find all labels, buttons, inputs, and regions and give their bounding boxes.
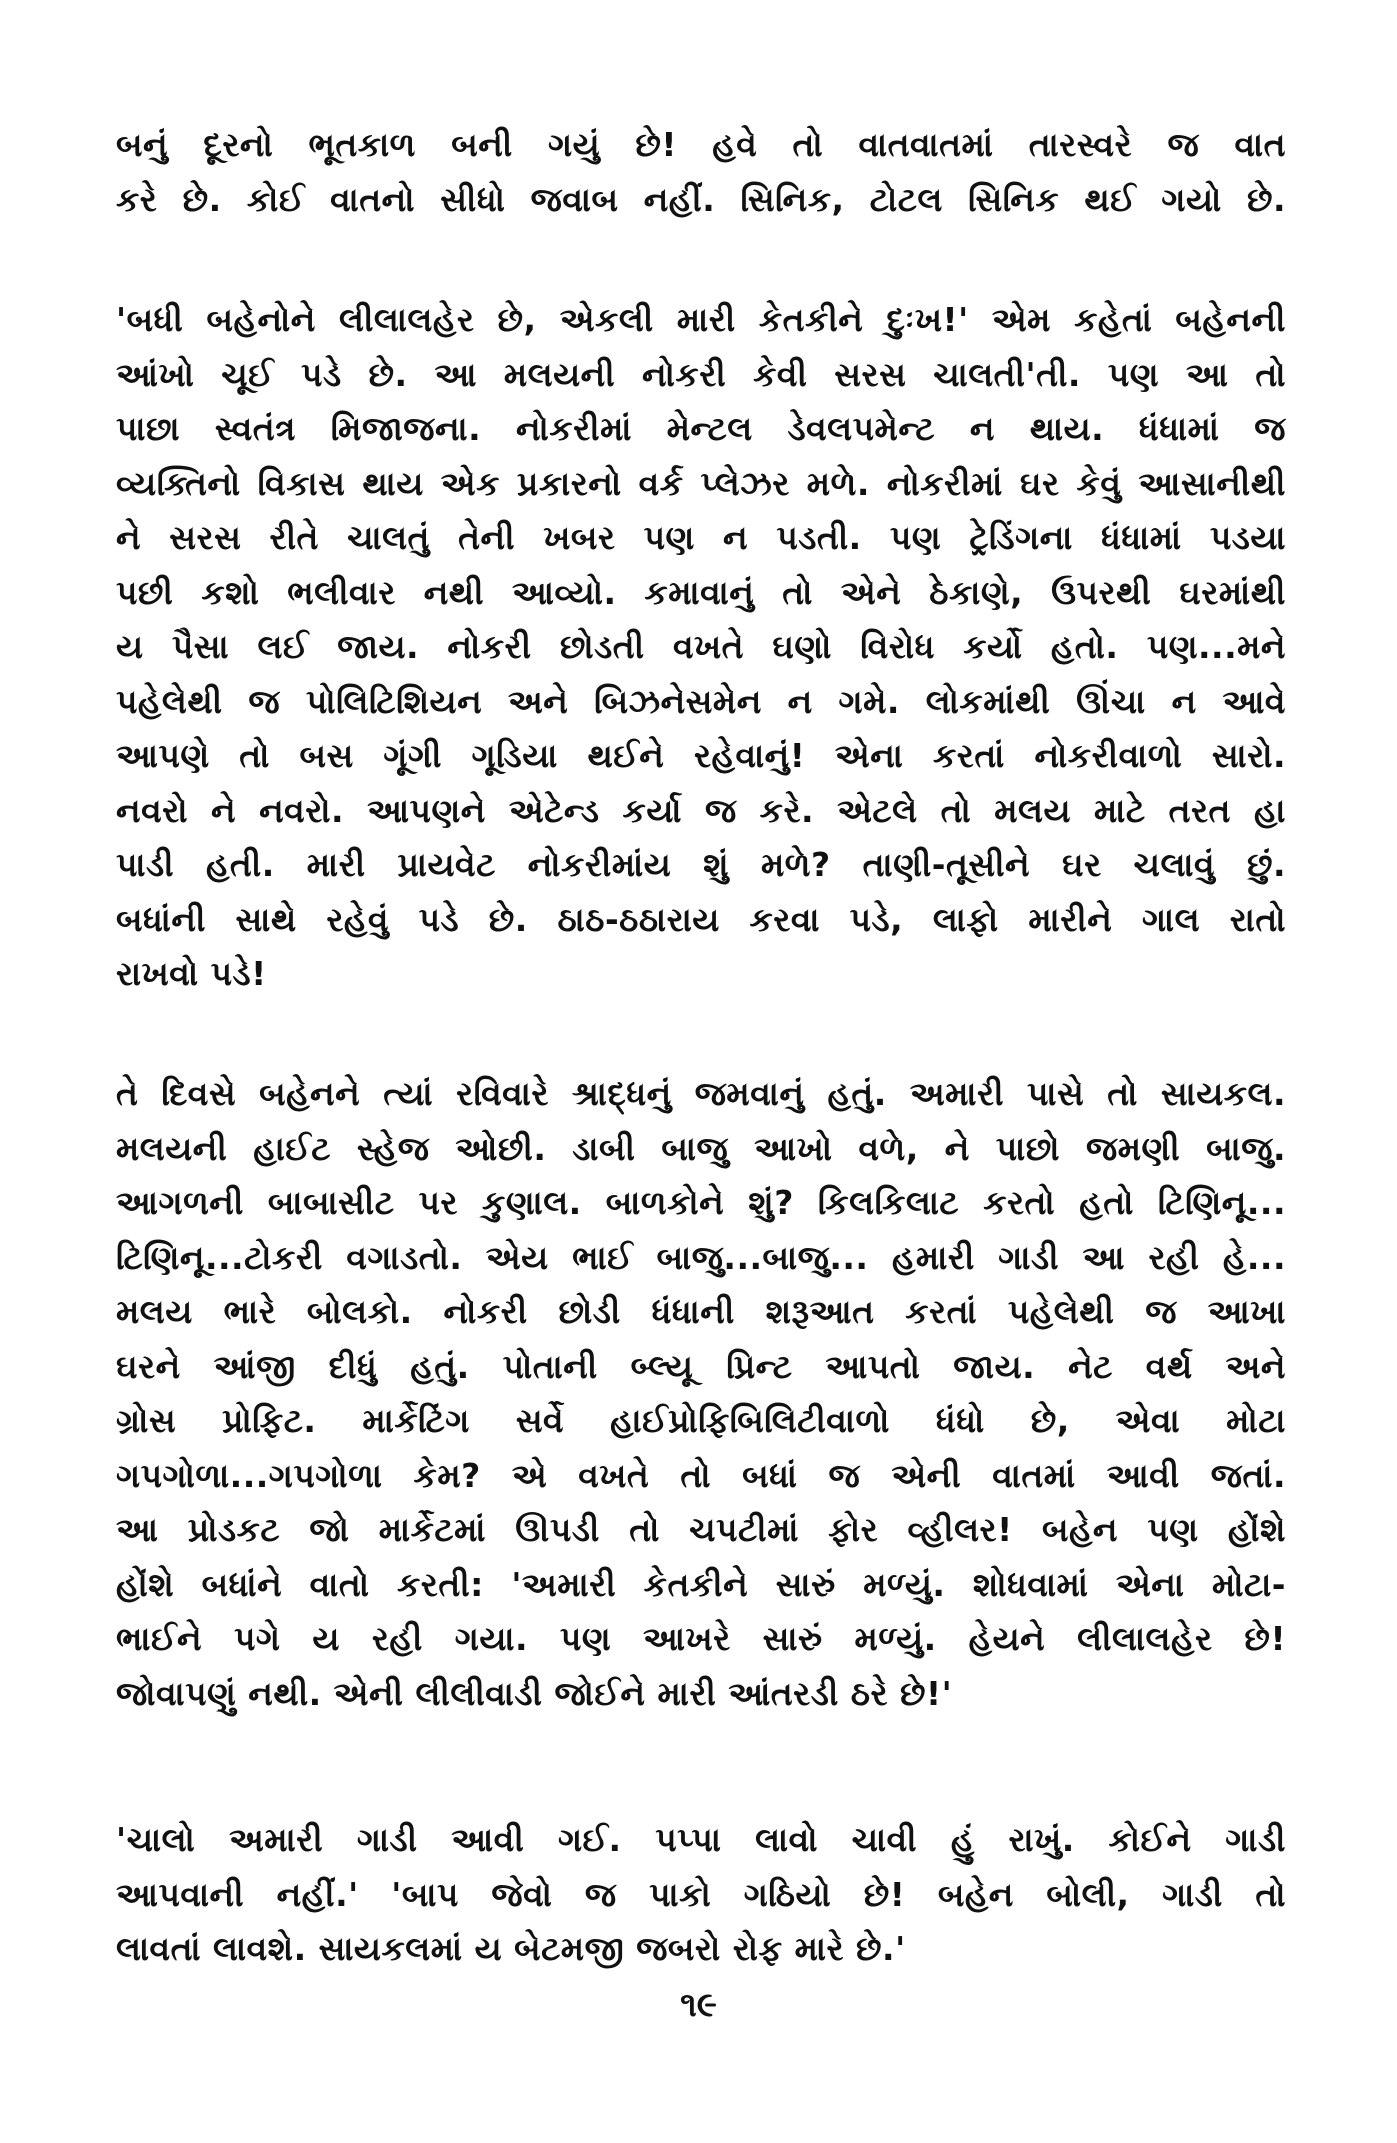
text-line: આપવાની નહીં.' 'બાપ જેવો જ પાકો ગઠિયો છે! બહેન બોલી, ગાડી તો [116,1874,1286,1914]
text-line: ટિણિનૂ...ટોકરી વગાડતો. એય ભાઈ બાજુ...બાજુ... હમારી ગાડી આ રહી હે... [116,1237,1286,1277]
text-line: પાડી હતી. મારી પ્રાયવેટ નોકરીમાંય શું મળે? તાણી-તૂસીને ઘર ચલાવું છું. [116,845,1286,884]
text-line: પછી કશો ભલીવાર નથી આવ્યો. કમાવાનું તો એને ઠેકાણે, ઉપરથી ઘરમાંથી [116,572,1286,612]
text-line: ગ્રોસ પ્રોફિટ. માર્કેટિંગ સર્વે હાઈપ્રોફિબિલિટીવાળો ધંધો છે, એવા મોટા [116,1401,1286,1440]
text-line: જોવાપણું નથી. એની લીલીવાડી જોઈને મારી આંતરડી ઠરે છે!' [116,1673,953,1713]
text-line: 'બધી બહેનોને લીલાલહેર છે, એકલી મારી કેતકીને દુઃખ!' એમ કહેતાં બહેનની [116,300,1286,339]
page-number: ૧૯ [680,1985,717,2025]
text-line: આગળની બાબાસીટ પર કુણાલ. બાળકોને શું? કિલકિલાટ કરતો હતો ટિણિનૂ... [116,1183,1286,1222]
text-line: રાખવો પડે! [116,954,267,993]
text-line: તે દિવસે બહેનને ત્યાં રવિવારે શ્રાદ્ધનું જમવાનું હતું. અમારી પાસે તો સાયકલ. [116,1074,1286,1113]
text-line: ગપગોળા...ગપગોળા કેમ? એ વખતે તો બધાં જ એની વાતમાં આવી જતાં. [116,1455,1286,1495]
text-line: ઘરને આંજી દીધું હતું. પોતાની બ્લ્યૂ પ્રિન્ટ આપતો જાય. નેટ વર્થ અને [116,1346,1286,1386]
text-line: આપણે તો બસ ગૂંગી ગૂડિયા થઈને રહેવાનું! એના કરતાં નોકરીવાળો સારો. [116,736,1286,775]
text-line: ય પૈસા લઈ જાય. નોકરી છોડતી વખતે ઘણો વિરોધ કર્યો હતો. પણ...મને [116,627,1286,666]
paragraph-1 [116,118,1286,227]
paragraph-2 [116,293,1286,1002]
text-line: પાછા સ્વતંત્ર મિજાજના. નોકરીમાં મેન્ટલ ડેવલપમેન્ટ ન થાય. ધંધામાં જ [116,409,1286,448]
paragraph-3 [116,1067,1286,1721]
paragraph-4 [116,1813,1286,1977]
text-line: કરે છે. કોઈ વાતનો સીધો જવાબ નહીં. સિનિક, ટોટલ સિનિક થઈ ગયો છે. [116,179,1286,219]
text-line: નવરો ને નવરો. આપણને એટેન્ડ કર્યા જ કરે. એટલે તો મલય માટે તરત હા [116,790,1286,830]
text-line: પહેલેથી જ પોલિટિશિયન અને બિઝનેસમેન ન ગમે. લોકમાંથી ઊંચા ન આવે [116,681,1286,721]
text-line: 'ચાલો અમારી ગાડી આવી ગઈ. પપ્પા લાવો ચાવી હું રાખું. કોઈને ગાડી [116,1820,1286,1859]
text-line: લાવતાં લાવશે. સાયકલમાં ય બેટમજી જબરો રોફ મારે છે.' [116,1929,906,1968]
text-line: આંખો ચૂઈ પડે છે. આ મલયની નોકરી કેવી સરસ ચાલતી'તી. પણ આ તો [116,354,1286,394]
text-line: બધાંની સાથે રહેવું પડે છે. ઠાઠ-ઠઠારાય કરવા પડે, લાફો મારીને ગાલ રાતો [116,899,1286,939]
text-line: ને સરસ રીતે ચાલતું તેની ખબર પણ ન પડતી. પણ ટ્રેડિંગના ધંધામાં પડયા [116,518,1286,557]
text-line: વ્યક્તિનો વિકાસ થાય એક પ્રકારનો વર્ક પ્લેઝર મળે. નોકરીમાં ઘર કેવું આસાનીથી [116,463,1286,503]
text-line: આ પ્રોડકટ જો માર્કેટમાં ઊપડી તો ચપટીમાં ફોર વ્હીલર! બહેન પણ હોંશે [116,1510,1286,1549]
text-line: બનું દૂરનો ભૂતકાળ બની ગયું છે! હવે તો વાતવાતમાં તારસ્વરે જ વાત [116,125,1286,164]
text-line: મલય ભારે બોલકો. નોકરી છોડી ધંધાની શરૂઆત કરતાં પહેલેથી જ આખા [116,1292,1286,1331]
text-line: હોંશે બધાંને વાતો કરતી: 'અમારી કેતકીને સારું મળ્યું. શોધવામાં એના મોટા- [116,1564,1286,1604]
text-line: મલયની હાઈટ સ્હેજ ઓછી. ડાબી બાજુ આખો વળે, ને પાછો જમણી બાજુ. [116,1128,1286,1168]
text-line: ભાઈને પગે ય રહી ગયા. પણ આખરે સારું મળ્યું. હેયને લીલાલહેર છે! [116,1619,1286,1658]
